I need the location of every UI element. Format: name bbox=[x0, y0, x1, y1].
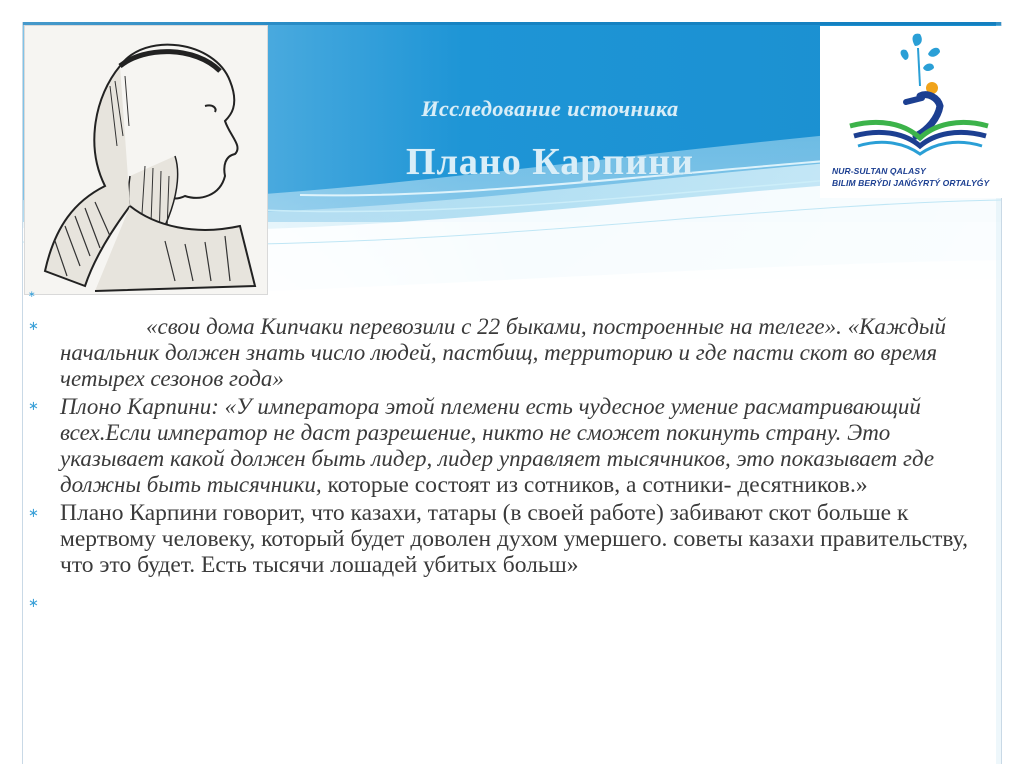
bullet-icon: ∗ bbox=[28, 506, 39, 521]
bullet-item-1 bbox=[26, 314, 976, 392]
bullet-item-3 bbox=[26, 500, 976, 578]
bullet-empty-top bbox=[26, 290, 976, 310]
bullet-icon: ∗ bbox=[28, 319, 39, 334]
bullet-text-3: Плано Карпини говорит, что казахи, татары (в своей работе) забивают скот больше к мертвому человеку, который будет доволен духом умершего. советы казахи правительству, что это будет. Есть тысячи лошадей убитых больш» bbox=[60, 500, 968, 578]
bullet-text-2-italic: Плоно Карпини: «У императора этой племени есть чудесное умение расматривающий всех.Если император не даст разрешение, никто не сможет покинуть страну. Это указывает какой должен быть лидер, лидер управляет тысячников, это показывает где должны быть тысячники, bbox=[60, 394, 935, 497]
slide-title-line2: Плано Карпини bbox=[405, 141, 695, 183]
logo-text-line1: NUR-SULTAN QALASY bbox=[832, 166, 926, 176]
bullet-icon: ∗ bbox=[28, 596, 39, 611]
bullet-text-2-normal: которые состоят из сотников, а сотники- десятников.» bbox=[321, 472, 868, 498]
bullet-empty-bottom bbox=[26, 596, 976, 616]
bullet-item-2 bbox=[26, 394, 976, 498]
nur-sultan-logo bbox=[820, 26, 1004, 198]
bullet-text-1: «свои дома Кипчаки перевозили с 22 быками, построенные на телеге». «Каждый начальник должен знать число людей, пастбищ, территорию и где пасти скот во время четырех сезонов года» bbox=[60, 314, 947, 391]
slide-body bbox=[26, 290, 976, 616]
carpini-portrait-image bbox=[24, 25, 268, 295]
logo-emblem-icon bbox=[820, 26, 1004, 166]
slide-title-line1: Исследование источника bbox=[421, 96, 679, 121]
logo-text-line2: BILIM BERÝDI JAŃǴYRTÝ ORTALYǴY bbox=[832, 178, 990, 188]
bullet-icon: ∗ bbox=[28, 399, 39, 414]
bullet-icon: ∗ bbox=[28, 290, 36, 300]
